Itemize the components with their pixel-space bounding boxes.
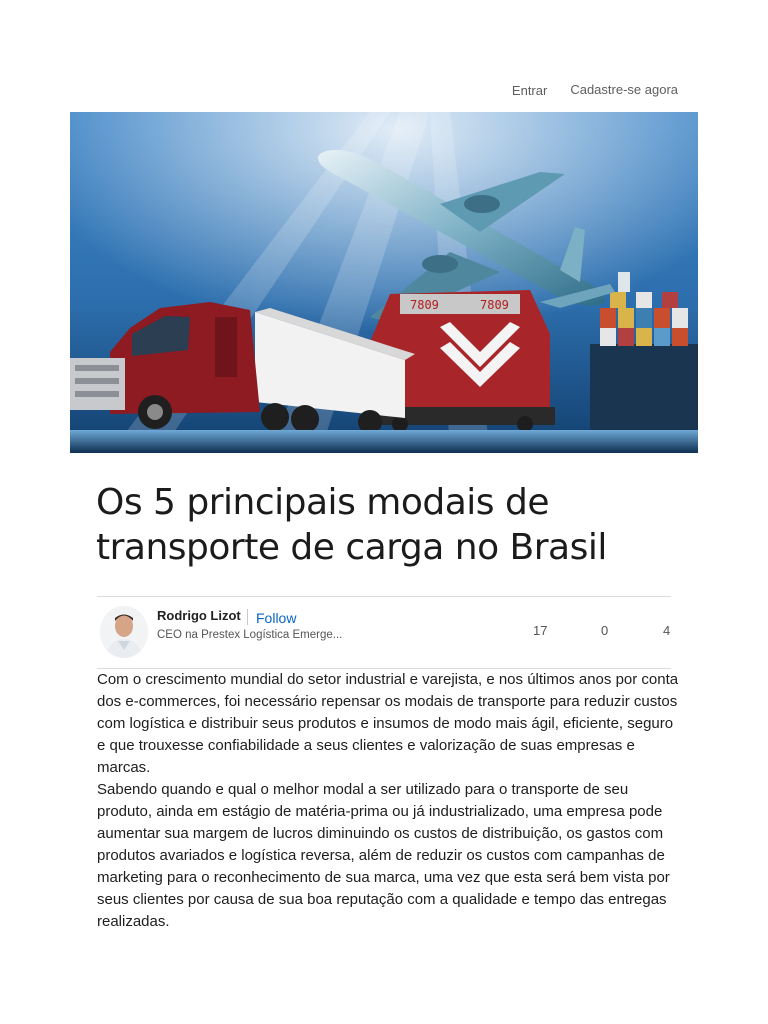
author-avatar[interactable] [100, 606, 148, 658]
likes-count[interactable]: 17 [533, 623, 548, 638]
separator [247, 609, 248, 625]
article-body [97, 669, 679, 933]
paragraph: Com o crescimento mundial do setor industrial e varejista, e nos últimos anos por conta dos e-commerces, foi necessário repensar os modais de transporte para reduzir custos com logística e distribuir seus produtos e insumos de modo mais ágil, eficiente, seguro e que trouxesse confiabilidade a seus clientes e valorização de suas empresas e marcas. [97, 671, 679, 776]
shares-count[interactable]: 4 [663, 623, 671, 638]
sign-in-link[interactable]: Entrar [511, 83, 548, 98]
join-now-link[interactable]: Cadastre-se agora [570, 82, 678, 97]
author-headline: CEO na Prestex Logística Emerge... [157, 629, 343, 641]
svg-text:7809: 7809 [410, 298, 439, 312]
author-bar [97, 604, 671, 662]
paragraph: Sabendo quando e qual o melhor modal a ser utilizado para o transporte de seu produto, ainda em estágio de matéria-prima ou já industrializado, uma empresa pode aumentar sua margem de lucros diminuindo os custos de distribuição, os gastos com produtos avariados e logística reversa, além de reduzir os custos com campanhas de marketing para o reconhecimento de sua marca, uma vez que esta será bem vista por seus clientes por causa de sua boa reputação com a qualidade e tempo das entregas realizadas. [97, 781, 670, 930]
divider [97, 596, 671, 597]
author-name[interactable]: Rodrigo Lizot [157, 608, 241, 623]
follow-button[interactable]: Follow [256, 610, 297, 626]
svg-text:7809: 7809 [480, 298, 509, 312]
cover-image [70, 112, 698, 453]
article-title: Os 5 principais modais de transporte de carga no Brasil [96, 482, 607, 568]
top-nav [512, 82, 678, 98]
comments-count[interactable]: 0 [601, 623, 609, 638]
